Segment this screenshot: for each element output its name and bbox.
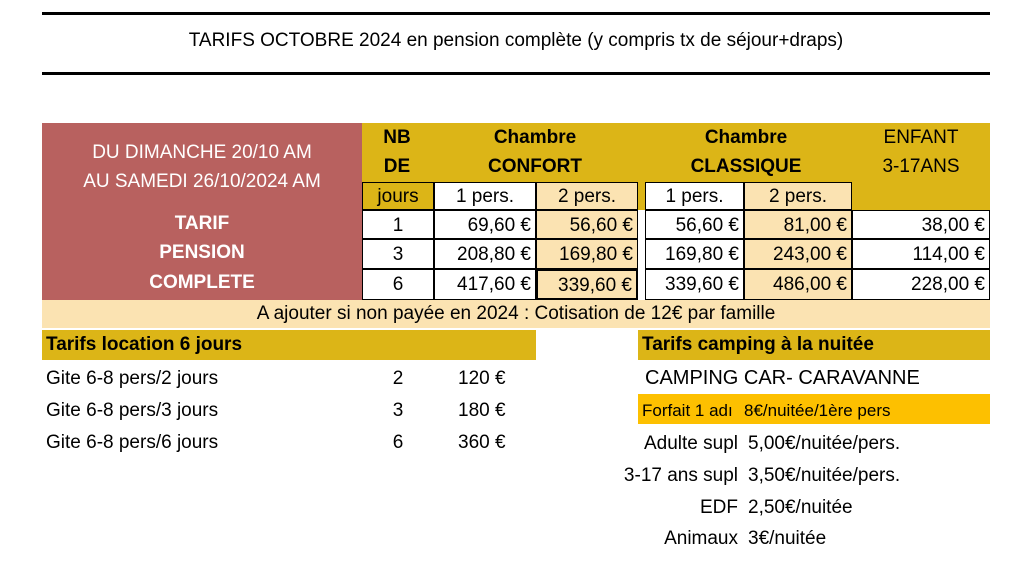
header-nb-2: DE (362, 157, 432, 176)
header-confort-1: Chambre (434, 128, 636, 147)
header-nb-1: NB (362, 128, 432, 147)
header-nb-3: jours (362, 182, 434, 210)
row2-classique-2p: 243,00 € (744, 239, 852, 269)
location-item-3-price: 360 € (458, 432, 506, 453)
row3-jours: 6 (362, 269, 434, 300)
header-enfant-1: ENFANT (852, 128, 990, 147)
row1-jours: 1 (362, 210, 434, 239)
camping-subtitle: CAMPING CAR- CARAVANNE (645, 367, 920, 389)
row2-confort-1p: 208,80 € (434, 239, 536, 269)
header-enfant-2: 3-17ANS (852, 157, 990, 176)
tarif-label-3: COMPLETE (42, 273, 362, 292)
period-line2: AU SAMEDI 26/10/2024 AM (42, 172, 362, 191)
row3-classique-1p: 339,60 € (645, 269, 744, 300)
row1-classique-1p: 56,60 € (645, 210, 744, 239)
page-title: TARIFS OCTOBRE 2024 en pension complète (y compris tx de séjour+draps) (188, 30, 844, 51)
forfait-label: Forfait 1 adı (642, 402, 733, 419)
row2-enfant: 114,00 € (852, 239, 990, 269)
camping-item-1-label: Adulte supl (643, 433, 738, 454)
row3-confort-2p: 339,60 € (536, 269, 638, 300)
camping-item-2-value: 3,50€/nuitée/pers. (748, 465, 901, 486)
camping-title: Tarifs camping à la nuitée (638, 330, 990, 360)
location-item-1-price: 120 € (458, 368, 506, 389)
location-title: Tarifs location 6 jours (42, 330, 536, 360)
subheader-classique-1p: 1 pers. (645, 182, 744, 210)
header-classique-1: Chambre (645, 128, 847, 147)
location-item-2-n: 3 (392, 400, 404, 421)
row3-enfant: 228,00 € (852, 269, 990, 300)
title-rule (42, 72, 990, 75)
camping-item-2-label: 3-17 ans supl (623, 465, 738, 486)
row2-confort-2p: 169,80 € (536, 239, 638, 269)
cotisation-bar: A ajouter si non payée en 2024 : Cotisation de 12€ par famille (42, 300, 990, 328)
camping-item-4-value: 3€/nuitée (748, 528, 827, 549)
location-item-1-label: Gite 6-8 pers/2 jours (46, 368, 219, 389)
row1-enfant: 38,00 € (852, 210, 990, 239)
location-item-3-n: 6 (392, 432, 404, 453)
camping-item-4-label: Animaux (664, 528, 738, 549)
subheader-classique-2p: 2 pers. (744, 182, 852, 210)
row1-confort-2p: 56,60 € (536, 210, 638, 239)
row2-classique-1p: 169,80 € (645, 239, 744, 269)
tarif-label-1: TARIF (42, 214, 362, 233)
camping-item-3-value: 2,50€/nuitée (748, 497, 853, 518)
header-classique-2: CLASSIQUE (645, 157, 847, 176)
row2-jours: 3 (362, 239, 434, 269)
forfait-value: 8€/nuitée/1ère pers (744, 401, 891, 420)
subheader-confort-2p: 2 pers. (536, 182, 638, 210)
row3-confort-1p: 417,60 € (434, 269, 536, 300)
row1-classique-2p: 81,00 € (744, 210, 852, 239)
tarif-label-2: PENSION (42, 243, 362, 262)
row1-confort-1p: 69,60 € (434, 210, 536, 239)
location-item-2-price: 180 € (458, 400, 506, 421)
camping-item-1-value: 5,00€/nuitée/pers. (748, 433, 901, 454)
location-item-3-label: Gite 6-8 pers/6 jours (46, 432, 219, 453)
subheader-confort-1p: 1 pers. (434, 182, 536, 210)
header-confort-2: CONFORT (434, 157, 636, 176)
period-line1: DU DIMANCHE 20/10 AM (42, 143, 362, 162)
location-item-1-n: 2 (392, 368, 404, 389)
camping-item-3-label: EDF (700, 497, 738, 518)
row3-classique-2p: 486,00 € (744, 269, 852, 300)
top-rule (42, 12, 990, 15)
location-item-2-label: Gite 6-8 pers/3 jours (46, 400, 219, 421)
